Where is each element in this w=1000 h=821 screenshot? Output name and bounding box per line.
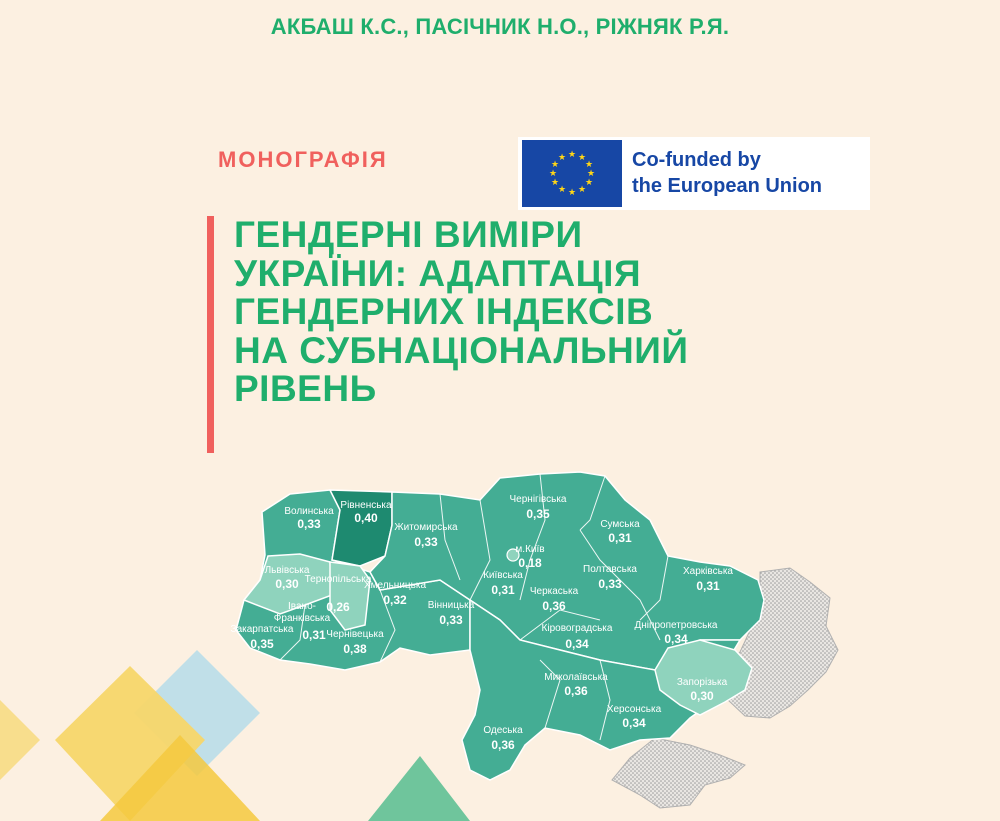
- region-name: Львівська: [264, 565, 310, 576]
- region-value: 0,34: [622, 716, 646, 730]
- title-line: УКРАЇНИ: АДАПТАЦІЯ: [234, 252, 642, 294]
- region-value: 0,35: [526, 507, 550, 521]
- region-name: Рівненська: [340, 500, 392, 511]
- crimea-area: [612, 738, 745, 808]
- region-name: Сумська: [600, 519, 640, 530]
- region-value: 0,26: [326, 600, 350, 614]
- region-name: Миколаївська: [544, 672, 608, 683]
- eu-badge-line-1: Co-funded by: [632, 149, 761, 171]
- region-value: 0,31: [491, 583, 515, 597]
- region-value: 0,32: [383, 593, 407, 607]
- title-line: ГЕНДЕРНІ ВИМІРИ: [234, 214, 583, 255]
- svg-text:★: ★: [557, 153, 567, 163]
- region-name: Харківська: [683, 566, 733, 577]
- region-value: 0,36: [564, 684, 588, 698]
- region-name: Закарпатська: [230, 624, 294, 635]
- region-value: 0,30: [690, 689, 714, 703]
- title-line: РІВЕНЬ: [234, 368, 377, 409]
- region-name: Волинська: [284, 506, 334, 517]
- svg-text:★: ★: [577, 153, 587, 163]
- region-name: Вінницька: [427, 600, 475, 611]
- title-line: НА СУБНАЦІОНАЛЬНИЙ: [234, 329, 689, 371]
- region-value: 0,36: [542, 599, 566, 613]
- svg-text:★: ★: [550, 160, 560, 170]
- region-name: Київська: [483, 570, 523, 581]
- region-value: 0,30: [275, 577, 299, 591]
- region-name: Чернігівська: [509, 494, 567, 505]
- region-value: 0,33: [598, 577, 622, 591]
- svg-text:★: ★: [584, 160, 594, 170]
- region-value: 0,36: [491, 738, 515, 752]
- region-name: Полтавська: [583, 564, 637, 575]
- region-name: Чернівецька: [326, 629, 384, 640]
- region-value: 0,34: [565, 637, 589, 651]
- region-name: Одеська: [483, 725, 523, 736]
- svg-text:★: ★: [550, 178, 560, 188]
- svg-text:★: ★: [584, 178, 594, 188]
- authors: АКБАШ К.С., ПАСІЧНИК Н.О., РІЖНЯК Р.Я.: [270, 14, 730, 39]
- region-value: 0,35: [250, 637, 274, 651]
- svg-text:★: ★: [567, 188, 577, 198]
- region-name: Тернопільська: [304, 574, 372, 585]
- region-value: 0,33: [439, 613, 463, 627]
- region-name: Житомирська: [394, 522, 458, 533]
- svg-text:★: ★: [567, 150, 577, 160]
- region-name: Хмельницька: [363, 580, 427, 591]
- region-label-kyiv_city: [515, 544, 544, 570]
- eu-badge-line-2: the European Union: [632, 175, 822, 197]
- region-name: Херсонська: [606, 704, 662, 715]
- svg-text:★: ★: [577, 185, 587, 195]
- publication-type-label: МОНОГРАФІЯ: [218, 147, 388, 172]
- title-line: ГЕНДЕРНИХ ІНДЕКСІВ: [234, 291, 654, 332]
- region-value: 0,40: [354, 511, 378, 525]
- region-value: 0,31: [696, 579, 720, 593]
- region-name: Кіровоградська: [541, 623, 613, 634]
- region-value: 0,33: [297, 517, 321, 531]
- svg-text:★: ★: [586, 169, 596, 179]
- region-name: Запорізька: [676, 677, 728, 688]
- svg-text:★: ★: [548, 169, 558, 179]
- region-value: 0,18: [518, 556, 542, 570]
- region-value: 0,31: [608, 531, 632, 545]
- region-name: Франківська: [273, 613, 331, 624]
- region-name: Черкаська: [529, 586, 579, 597]
- region-value: 0,33: [414, 535, 438, 549]
- region-value: 0,38: [343, 642, 367, 656]
- svg-text:★: ★: [557, 185, 567, 195]
- region-name: Івано-: [288, 601, 316, 612]
- region-value: 0,31: [302, 628, 326, 642]
- region-value: 0,34: [664, 632, 688, 646]
- region-name: Дніпропетровська: [634, 620, 718, 631]
- region-name: м.Київ: [515, 544, 545, 555]
